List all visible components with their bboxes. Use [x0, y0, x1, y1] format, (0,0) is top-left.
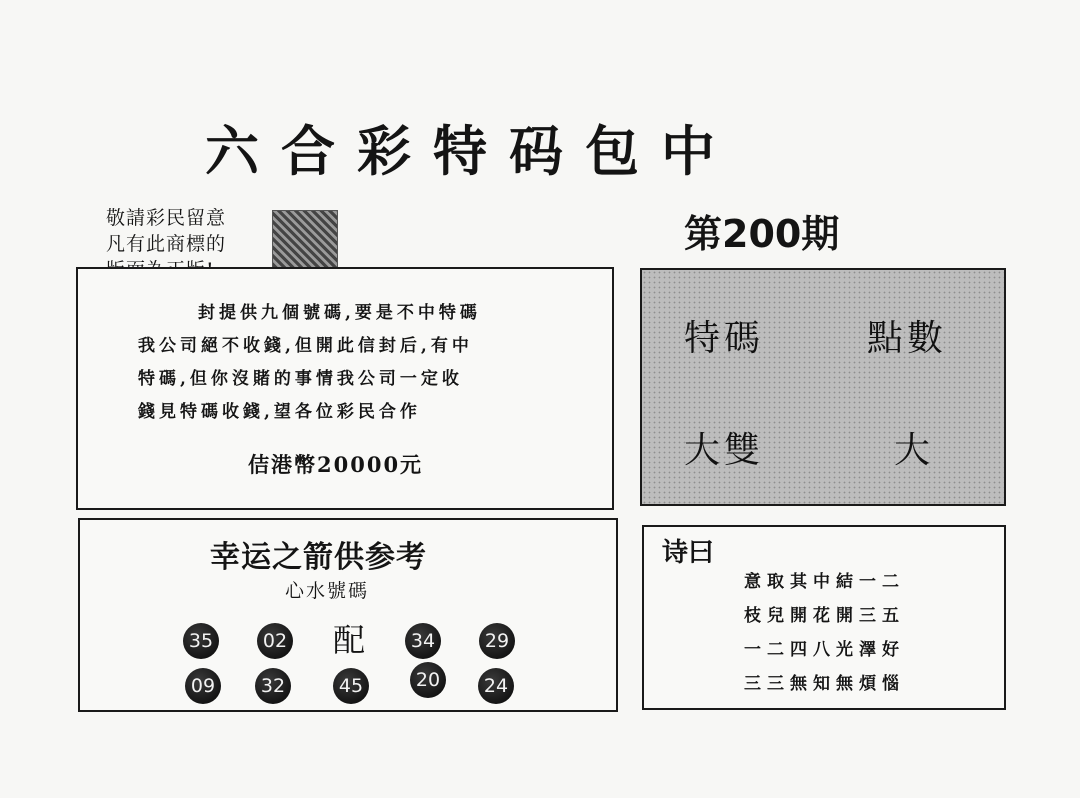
lucky-numbers-box — [78, 518, 618, 712]
number-ball: 02 — [257, 623, 293, 659]
notice-line: 凡有此商標的 — [106, 233, 227, 255]
special-code-value: 大雙 — [684, 430, 765, 471]
number-ball: 24 — [478, 668, 514, 704]
pair-char: 配 — [333, 621, 366, 659]
page-title: 六合彩特码包中 — [205, 120, 737, 183]
issue-number: 第200期 — [684, 212, 840, 256]
number-ball: 35 — [183, 623, 219, 659]
poem-lines — [744, 565, 994, 701]
number-ball: 45 — [333, 668, 369, 704]
promise-line: 特碼,但你沒賭的事情我公司一定收 — [138, 369, 463, 389]
number-ball: 34 — [405, 623, 441, 659]
promise-box — [76, 267, 614, 510]
special-code-box — [640, 268, 1006, 506]
poem-line: 意取其中結一二 — [744, 572, 905, 592]
poem-box — [642, 525, 1006, 710]
number-ball: 32 — [255, 668, 291, 704]
points-label: 點數 — [867, 318, 948, 359]
number-ball: 09 — [185, 668, 221, 704]
number-ball: 20 — [410, 662, 446, 698]
special-code-label: 特碼 — [684, 318, 765, 359]
number-ball: 29 — [479, 623, 515, 659]
lucky-title: 幸运之箭供参考 — [210, 540, 427, 575]
poem-line: 一二四八光澤好 — [744, 640, 905, 660]
notice-line: 敬請彩民留意 — [106, 207, 227, 229]
lucky-subtitle: 心水號碼 — [285, 580, 370, 602]
points-value: 大 — [894, 430, 935, 471]
poem-line: 枝兒開花開三五 — [744, 606, 905, 626]
price-text: 佶港幣20000元 — [248, 452, 424, 477]
poem-label: 诗曰 — [662, 538, 715, 568]
promise-text — [138, 297, 598, 429]
promise-line: 錢見特碼收錢,望各位彩民合作 — [138, 402, 421, 422]
promise-line: 封提供九個號碼,要是不中特碼 — [198, 303, 481, 323]
poem-line: 三三無知無煩惱 — [744, 674, 905, 694]
promise-line: 我公司絕不收錢,但開此信封后,有中 — [138, 336, 473, 356]
